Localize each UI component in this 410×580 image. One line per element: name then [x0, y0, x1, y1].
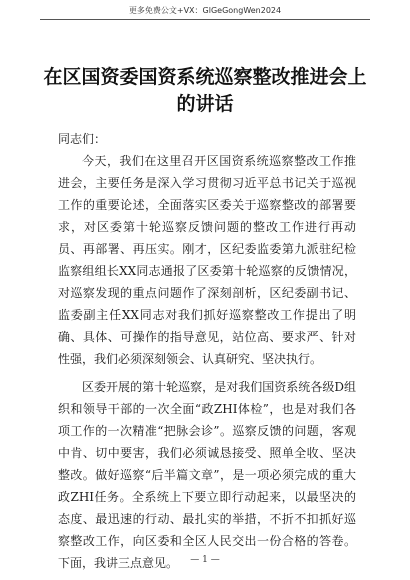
paragraph: 今天，我们在这里召开区国资系统巡察整改工作推进会，主要任务是深入学习贯彻习近平总书记关于巡视工作的重要论述，全面落实区委关于巡察整改的部署要求，对区委第十轮巡察反馈问题的整改工作进行再动员、再部署、再压实。刚才，区纪委监委第九派驻纪检监察组组长XX同志通报了区委第十轮巡察的反馈情况，对巡察发现的重点问题作了深刻剖析，区纪委副书记、监委副主任XX同志对我们抓好巡察整改工作提出了明确、具体、可操作的指导意见，站位高、要求严、针对性强，我们必须深刻领会、认真研究、坚决执行。	[58, 154, 356, 366]
header-note: 更多免费公文+VX：GlGeGongWen2024	[128, 6, 282, 15]
header-divider	[40, 19, 370, 20]
document-body	[58, 150, 356, 580]
page-number: — 1 —	[190, 555, 220, 565]
document-title: 在区国资委国资系统巡察整改推进会上的讲话	[43, 66, 367, 115]
paragraph: 区委开展的第十轮巡察，是对我们国资系统各级D组织和领导干部的一次全面“政ZHI体检”，也是对我们各项工作的一次精准“把脉会诊”。巡察反馈的问题，客观中肯、切中要害，我们必须诚恳接受、照单全收、坚决整改。做好巡察“后半篇文章”，是一项必须完成的重大政ZHI任务。全系统上下要立即行动起来，以最坚决的态度、最迅速的行动、最扎实的举措，不折不扣抓好巡察整改工作，向区委和全区人民交出一份合格的答卷。下面，我讲三点意见。	[58, 380, 356, 570]
salutation: 同志们：	[58, 132, 107, 146]
